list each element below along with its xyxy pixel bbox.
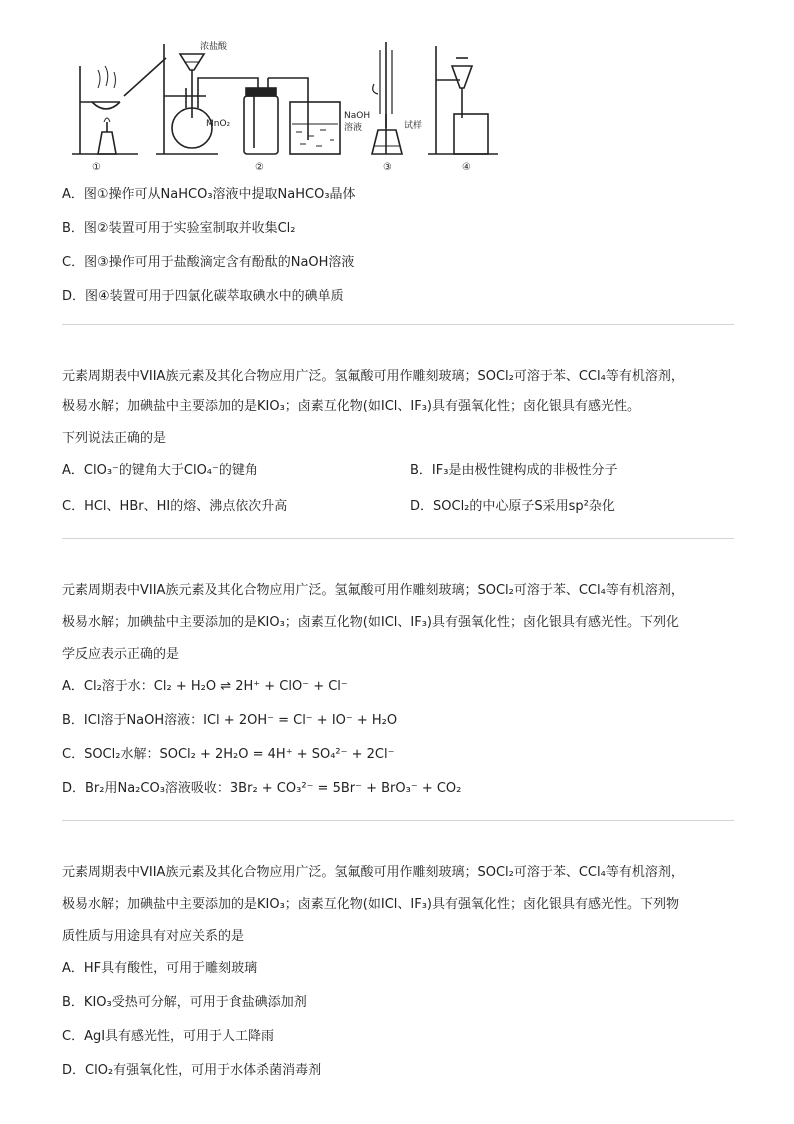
apparatus-figure xyxy=(68,36,508,176)
apparatus-drawing xyxy=(68,36,508,176)
label-solution: 溶液 xyxy=(344,123,363,133)
q2-stem-line1: 元素周期表中VIIA族元素及其化合物应用广泛。氢氟酸可用作雕刻玻璃；SOCl₂可溶于苯、CCl₄等有机溶剂， xyxy=(62,369,684,384)
q3-stem-line2: 极易水解；加碘盐中主要添加的是KIO₃；卤素互化物(如ICl、IF₃)具有强氧化性；卤化银具有感光性。下列化 xyxy=(62,615,679,630)
label-conc-hcl: 浓盐酸 xyxy=(200,42,228,52)
label-fig1: ① xyxy=(92,162,101,173)
q1-option-a[interactable]: A．图①操作可从NaHCO₃溶液中提取NaHCO₃晶体 xyxy=(62,187,356,202)
q3-stem-line3: 学反应表示正确的是 xyxy=(62,647,180,662)
q1-option-b[interactable]: B．图②装置可用于实验室制取并收集Cl₂ xyxy=(62,221,296,236)
q4-option-b[interactable]: B．KIO₃受热可分解，可用于食盐碘添加剂 xyxy=(62,995,307,1010)
label-naoh: NaOH xyxy=(344,111,371,121)
q2-option-d[interactable]: D．SOCl₂的中心原子S采用sp²杂化 xyxy=(410,499,615,514)
q4-option-c[interactable]: C．AgI具有感光性，可用于人工降雨 xyxy=(62,1029,275,1044)
q4-stem-line2: 极易水解；加碘盐中主要添加的是KIO₃；卤素互化物(如ICl、IF₃)具有强氧化性；卤化银具有感光性。下列物 xyxy=(62,897,679,912)
q2-option-c[interactable]: C．HCl、HBr、HI的熔、沸点依次升高 xyxy=(62,499,288,514)
q2-option-b[interactable]: B．IF₃是由极性键构成的非极性分子 xyxy=(410,463,618,478)
label-fig4: ④ xyxy=(462,162,471,173)
q3-option-a[interactable]: A．Cl₂溶于水：Cl₂ + H₂O ⇌ 2H⁺ + ClO⁻ + Cl⁻ xyxy=(62,679,348,694)
q1-option-c[interactable]: C．图③操作可用于盐酸滴定含有酚酞的NaOH溶液 xyxy=(62,255,355,270)
label-mno2: MnO₂ xyxy=(206,119,231,129)
q1-option-d[interactable]: D．图④装置可用于四氯化碳萃取碘水中的碘单质 xyxy=(62,289,344,304)
q3-option-b[interactable]: B．ICl溶于NaOH溶液：ICl + 2OH⁻ = Cl⁻ + IO⁻ + H₂O xyxy=(62,713,398,728)
divider-1 xyxy=(62,324,734,325)
q2-stem-line3: 下列说法正确的是 xyxy=(62,431,167,446)
divider-3 xyxy=(62,820,734,821)
q4-stem-line3: 质性质与用途具有对应关系的是 xyxy=(62,929,245,944)
q3-option-c[interactable]: C．SOCl₂水解：SOCl₂ + 2H₂O = 4H⁺ + SO₄²⁻ + 2Cl⁻ xyxy=(62,747,395,762)
label-fig2: ② xyxy=(255,162,264,173)
label-fig3: ③ xyxy=(383,162,392,173)
q4-option-d[interactable]: D．ClO₂有强氧化性，可用于水体杀菌消毒剂 xyxy=(62,1063,322,1078)
divider-2 xyxy=(62,538,734,539)
q4-stem-line1: 元素周期表中VIIA族元素及其化合物应用广泛。氢氟酸可用作雕刻玻璃；SOCl₂可溶于苯、CCl₄等有机溶剂， xyxy=(62,865,684,880)
q2-stem-line2: 极易水解；加碘盐中主要添加的是KIO₃；卤素互化物(如ICl、IF₃)具有强氧化性；卤化银具有感光性。 xyxy=(62,399,640,414)
label-sample: 试样 xyxy=(404,121,423,131)
q4-option-a[interactable]: A．HF具有酸性，可用于雕刻玻璃 xyxy=(62,961,258,976)
q3-stem-line1: 元素周期表中VIIA族元素及其化合物应用广泛。氢氟酸可用作雕刻玻璃；SOCl₂可溶于苯、CCl₄等有机溶剂， xyxy=(62,583,684,598)
q3-option-d[interactable]: D．Br₂用Na₂CO₃溶液吸收：3Br₂ + CO₃²⁻ = 5Br⁻ + BrO₃⁻ + CO₂ xyxy=(62,781,462,796)
q2-option-a[interactable]: A．ClO₃⁻的键角大于ClO₄⁻的键角 xyxy=(62,463,258,478)
